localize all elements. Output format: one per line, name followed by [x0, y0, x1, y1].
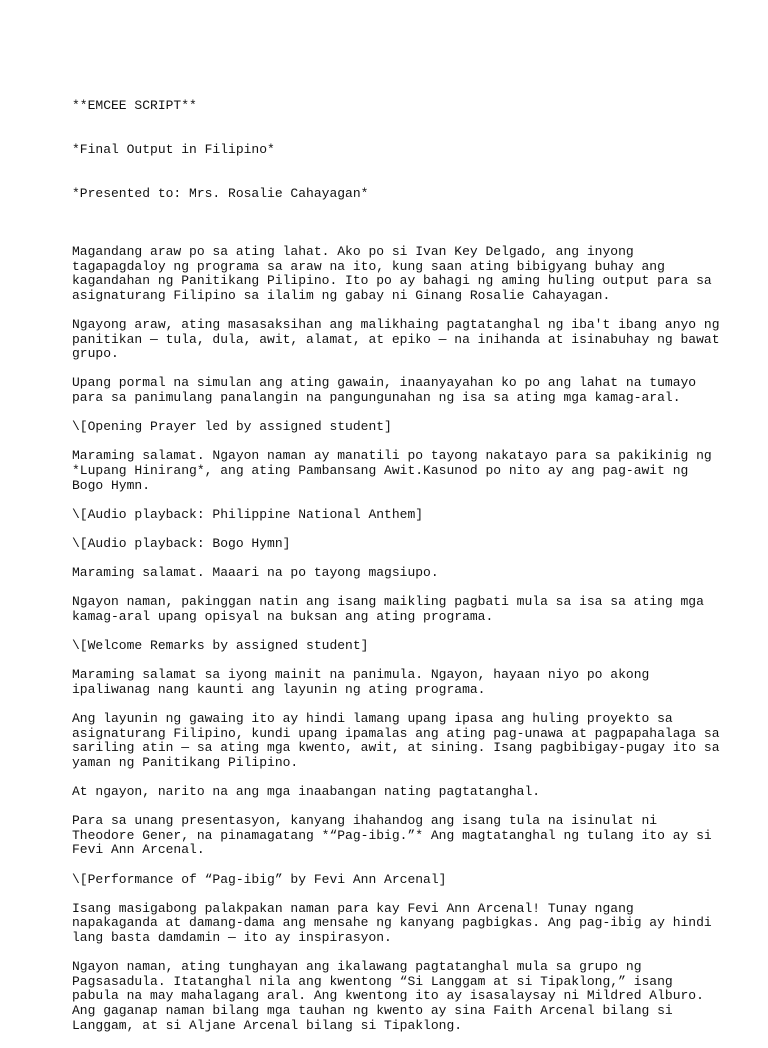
paragraph-line: \[Performance of “Pag-ibig” by Fevi Ann Arcenal] [72, 871, 447, 887]
paragraph-line: Ngayon naman, ating tunghayan ang ikalawang pagtatanghal mula sa grupo ng [72, 959, 642, 975]
paragraph-line: Maraming salamat. Ngayon naman ay manatili po tayong nakatayo para sa pakikinig ng [72, 448, 712, 464]
paragraph [72, 814, 732, 858]
document-header [72, 70, 732, 231]
paragraph-line: napakaganda at damang-dama ang mensahe ng kanyang pagbigkas. Ang pag-ibig ay hindi [72, 915, 712, 931]
paragraph [72, 566, 732, 581]
paragraph-line: Fevi Ann Arcenal. [72, 842, 205, 858]
paragraph-line: ipaliwanag nang kaunti ang layunin ng ating programa. [72, 681, 486, 697]
paragraph-line: para sa panimulang panalangin na pangungunahan ng isa sa ating mga kamag-aral. [72, 390, 681, 406]
paragraph-line: Maraming salamat. Maaari na po tayong magsiupo. [72, 565, 439, 581]
paragraph-line: Ngayong araw, ating masasaksihan ang malikhaing pagtatanghal ng iba't ibang anyo ng [72, 317, 720, 333]
paragraph-line: Para sa unang presentasyon, kanyang ihahandog ang isang tula na isinulat ni [72, 813, 658, 829]
paragraph-line: pabula na may mahalagang aral. Ang kwentong ito ay isasalaysay ni Mildred Alburo. [72, 988, 704, 1004]
paragraph [72, 245, 732, 303]
paragraph-line: Pagsasadula. Itatanghal nila ang kwentong “Si Langgam at si Tipaklong,” isang [72, 973, 673, 989]
paragraph [72, 376, 732, 405]
paragraph-line: asignaturang Filipino, kundi upang ipamalas ang ating pag-unawa at pagpapahalaga sa [72, 725, 720, 741]
paragraph [72, 639, 732, 654]
paragraph-line: Ang gaganap naman bilang mga tauhan ng kwento ay sina Faith Arcenal bilang si [72, 1003, 673, 1018]
script-presented-to: *Presented to: Mrs. Rosalie Cahayagan* [72, 185, 369, 201]
paragraph-line: tagapagdaloy ng programa sa araw na ito, kung saan ating bibigyang buhay ang [72, 258, 665, 274]
paragraph-line: Langgam, at si Aljane Arcenal bilang si Tipaklong. [72, 1017, 463, 1033]
paragraph-line: sariling atin — sa ating mga kwento, awit, at sining. Isang pagbibigay-pugay ito sa [72, 740, 720, 756]
paragraph-line: Bogo Hymn. [72, 477, 151, 493]
document-body [72, 245, 732, 1033]
paragraph [72, 508, 732, 523]
paragraph-line: Ngayon naman, pakinggan natin ang isang maikling pagbati mula sa isa sa ating mga [72, 594, 704, 610]
paragraph-line: *Lupang Hinirang*, ang ating Pambansang Awit.Kasunod po nito ay ang pag-awit ng [72, 463, 689, 479]
paragraph [72, 902, 732, 946]
paragraph-line: At ngayon, narito na ang mga inaabangan nating pagtatanghal. [72, 784, 541, 800]
script-subtitle: *Final Output in Filipino* [72, 141, 275, 157]
paragraph-line: asignaturang Filipino sa ilalim ng gabay ni Ginang Rosalie Cahayagan. [72, 287, 611, 303]
paragraph-line: Magandang araw po sa ating lahat. Ako po si Ivan Key Delgado, ang inyong [72, 244, 634, 260]
script-title: **EMCEE SCRIPT** [72, 98, 197, 114]
paragraph-line: yaman ng Panitikang Pilipino. [72, 754, 299, 770]
paragraph-line: lang basta damdamin — ito ay inspirasyon. [72, 930, 392, 946]
paragraph-line: \[Opening Prayer led by assigned student] [72, 419, 392, 435]
paragraph [72, 449, 732, 493]
paragraph-line: \[Audio playback: Bogo Hymn] [72, 536, 291, 551]
paragraph-line: Upang pormal na simulan ang ating gawain, inaanyayahan ko po ang lahat na tumayo [72, 375, 697, 391]
paragraph [72, 785, 732, 800]
paragraph-line: grupo. [72, 346, 119, 362]
paragraph [72, 595, 732, 624]
paragraph [72, 668, 732, 697]
paragraph [72, 420, 732, 435]
paragraph-line: kamag-aral upang opisyal na buksan ang ating programa. [72, 608, 494, 624]
paragraph [72, 537, 732, 552]
document-page [72, 70, 732, 1048]
paragraph-line: Ang layunin ng gawaing ito ay hindi lamang upang ipasa ang huling proyekto sa [72, 711, 673, 727]
paragraph [72, 712, 732, 770]
paragraph-line: panitikan — tula, dula, awit, alamat, at epiko — na inihanda at isinabuhay ng bawat [72, 331, 720, 347]
paragraph-line: Theodore Gener, na pinamagatang *“Pag-ibig.”* Ang magtatanghal ng tulang ito ay si [72, 827, 712, 843]
paragraph-line: Maraming salamat sa iyong mainit na panimula. Ngayon, hayaan niyo po akong [72, 667, 650, 683]
paragraph-line: kagandahan ng Panitikang Pilipino. Ito po ay bahagi ng aming huling output para sa [72, 273, 712, 289]
paragraph-line: \[Audio playback: Philippine National Anthem] [72, 506, 424, 522]
paragraph-line: Isang masigabong palakpakan naman para kay Fevi Ann Arcenal! Tunay ngang [72, 900, 634, 916]
paragraph [72, 960, 732, 1033]
paragraph [72, 318, 732, 362]
paragraph [72, 873, 732, 888]
paragraph-line: \[Welcome Remarks by assigned student] [72, 638, 369, 654]
